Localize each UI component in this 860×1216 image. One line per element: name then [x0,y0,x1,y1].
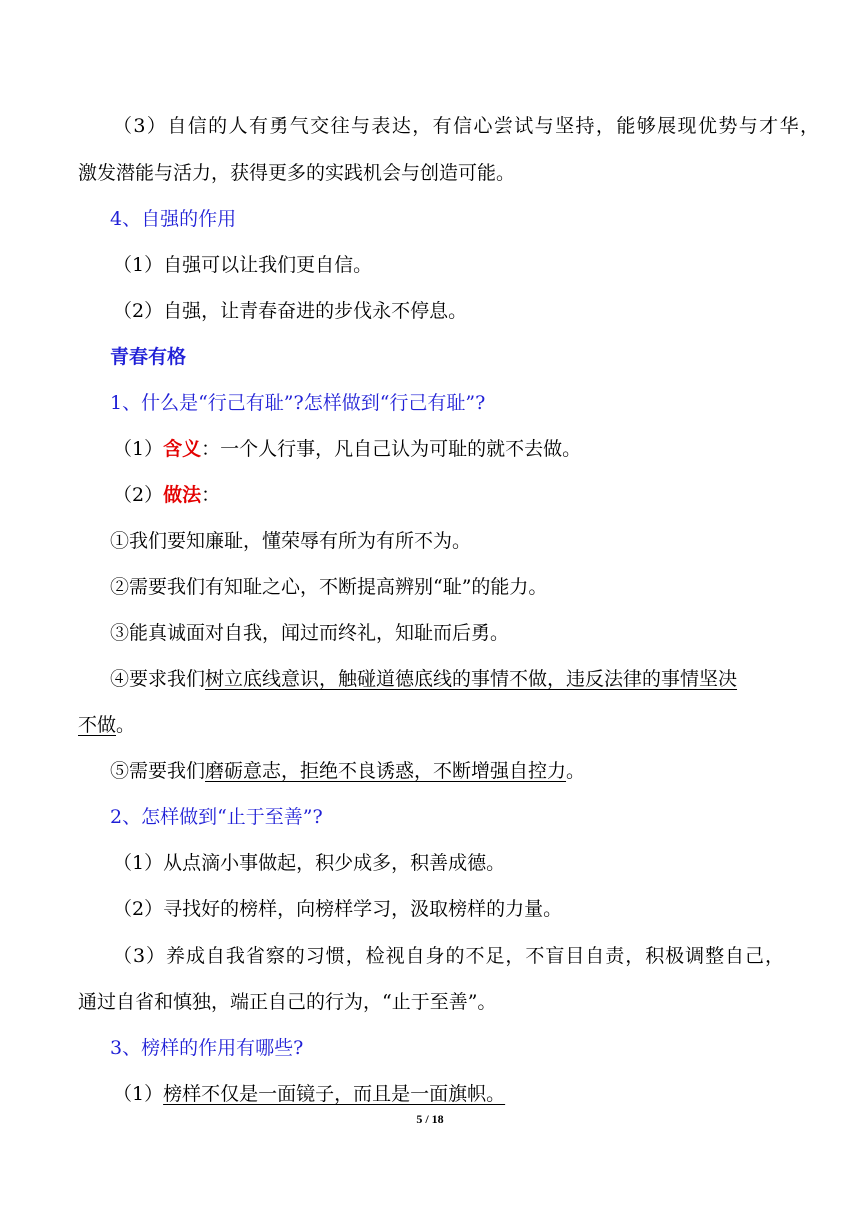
page-number: 5 / 18 [416,1112,444,1126]
section-title: 青春有格 [110,346,187,368]
keyword-label: 含义 [163,438,202,460]
item-prefix: ⑤需要我们 [110,760,206,782]
list-item: （2）自强，让青春奋进的步伐永不停息。 [113,300,468,322]
item-text: ：一个人行事，凡自己认为可耻的就不去做。 [201,438,582,460]
list-item-continued: 通过自省和慎独，端正自己的行为，“止于至善”。 [78,991,497,1013]
list-item: （1）从点滴小事做起，积少成多，积善成德。 [113,852,506,874]
list-item [113,1081,819,1107]
list-item [113,482,819,508]
list-item: ②需要我们有知耻之心，不断提高辨别“耻”的能力。 [110,576,548,598]
keyword-label: 做法 [163,484,202,506]
item-prefix: （1） [113,1083,164,1105]
item-prefix: ④要求我们 [110,668,206,690]
question-heading: 4、自强的作用 [110,208,237,230]
item-prefix: （2） [113,484,164,506]
question-heading: 2、怎样做到“止于至善”? [110,806,323,828]
question-heading: 3、榜样的作用有哪些? [110,1037,304,1059]
list-item [110,758,816,784]
list-item-continued [78,712,784,738]
question-heading: 1、什么是“行己有耻”?怎样做到“行己有耻”? [110,392,486,414]
list-item: ①我们要知廉耻，懂荣辱有所为有所不为。 [110,530,472,552]
paragraph-line: （3）自信的人有勇气交往与表达，有信心尝试与坚持，能够展现优势与才华， [113,115,819,137]
list-item [113,436,819,462]
item-text: 。 [566,760,586,782]
list-item: ③能真诚面对自我，闻过而终礼，知耻而后勇。 [110,622,510,644]
underlined-text: 榜样不仅是一面镜子，而且是一面旗帜。 [163,1083,506,1105]
underlined-text: 磨砺意志，拒绝不良诱惑，不断增强自控力 [205,760,567,782]
underlined-text: 不做 [78,714,117,736]
list-item: （3）养成自我省察的习惯，检视自身的不足，不盲目自责，积极调整自己， [113,945,784,967]
underlined-text: 树立底线意识，触碰道德底线的事情不做，违反法律的事情坚决 [205,668,738,690]
list-item: （2）寻找好的榜样，向榜样学习，汲取榜样的力量。 [113,898,563,920]
paragraph-line: 激发潜能与活力，获得更多的实践机会与创造可能。 [78,162,516,184]
item-text: ： [201,484,221,506]
item-prefix: （1） [113,438,164,460]
list-item: （1）自强可以让我们更自信。 [113,254,373,276]
item-text: 。 [116,714,136,736]
list-item [110,666,784,692]
